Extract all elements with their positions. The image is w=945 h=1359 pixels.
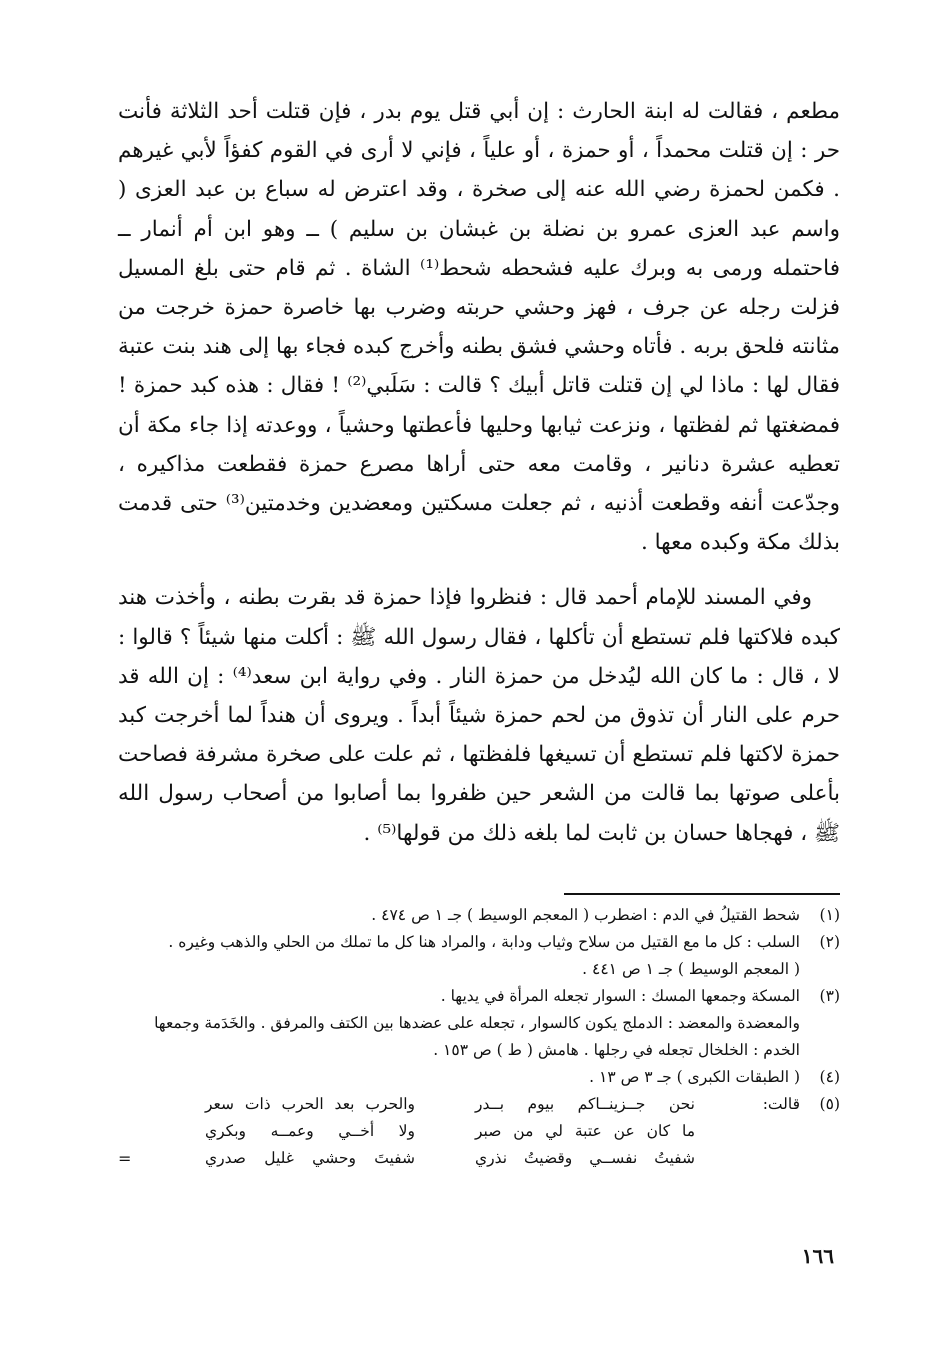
footnote-number: (١) [819, 906, 840, 924]
verse-line: شفيتَ وحشي غليل صدري [205, 1149, 415, 1167]
footnote-2 [118, 929, 840, 983]
main-text-block [118, 92, 840, 853]
poem-second-hemistichs [205, 1091, 415, 1172]
footnote-text: ( الطبقات الكبرى ) جـ ٣ ص ١٣ . [589, 1068, 800, 1086]
page-number: ١٦٦ [801, 1244, 834, 1268]
footnote-5 [118, 1091, 840, 1175]
footnote-text: السلب : كل ما مع القتيل من سلاح وثياب ودابة ، والمراد هنا كل ما تملك من الحلي والذهب وغيره . [168, 933, 800, 951]
footnote-4 [118, 1064, 840, 1091]
footnote-number: (٥) [819, 1095, 840, 1113]
footnote-1 [118, 902, 840, 929]
footnote-text: المسكة وجمعها المسك : السوار تجعله المرأة في يديها . [440, 987, 800, 1005]
footnote-number: (٢) [819, 933, 840, 951]
poem-first-hemistichs [475, 1091, 695, 1172]
verse-line: ما كان عن عتبة لي من صبر [475, 1122, 695, 1140]
footnote-text: والمعضدة والمعضد : الدملج يكون كالسوار ، تجعله على عضدها بين الكتف والمرفق . والخَدَمة وجمعها [154, 1014, 800, 1032]
footnote-text: الخدم : الخلخال تجعله في رجلها . هامش ( ط ) ص ١٥٣ . [433, 1041, 800, 1059]
poem-intro: قالت: [762, 1095, 800, 1113]
footnote-text: ( المعجم الوسيط ) جـ ١ ص ٤٤١ . [582, 960, 800, 978]
body-paragraph-2: وفي المسند للإمام أحمد قال : فنظروا فإذا حمزة قد بقرت بطنه ، وأخذت هند كبده فلاكتها فلم تستطع أن تأكلها ، فقال رسول الله ﷺ : أكلت منها شيئاً ؟ قالوا : لا ، قال : ما كان الله ليُدخل من حمزة النار . وفي رواية ابن سعد⁽⁴⁾ : إن الله قد حرم على النار أن تذوق من لحم حمزة شيئاً أبداً . ويروى أن هنداً لما أخرجت كبد حمزة لاكتها فلم تستطع أن تسيغها فلفظتها ، ثم علت على صخرة مشرفة فصاحت بأعلى صوتها بما قالت من الشعر حين ظفروا بما أصابوا من أصحاب رسول الله ﷺ ، فهجاها حسان بن ثابت لما بلغه ذلك من قولها⁽⁵⁾ . [118, 585, 840, 846]
footnote-text: شحط القتيلُ في الدم : اضطرب ( المعجم الوسيط ) جـ ١ ص ٤٧٤ . [371, 906, 800, 924]
verse-line: نحن جــزينــاكم بيوم بــدر [475, 1095, 695, 1113]
verse-line: ولا أخــي وعمــه وبكري [205, 1122, 415, 1140]
verse-line: شفيتُ نفســي وقضيتُ نذري [475, 1149, 695, 1167]
verse-line: والحرب بعد الحرب ذات سعر [205, 1095, 415, 1113]
footnote-number: (٤) [819, 1068, 840, 1086]
footnote-separator [564, 893, 840, 895]
footnotes-section [118, 902, 840, 1175]
footnote-3 [118, 983, 840, 1064]
body-paragraph-1: مطعم ، فقالت له ابنة الحارث : إن أبي قتل يوم بدر ، فإن قتلت أحد الثلاثة فأنت حر : إن قتلت محمداً ، أو حمزة ، أو علياً ، فإني لا أرى في القوم كفؤاً لأبي غيرهم . فكمن لحمزة رضي الله عنه إلى صخرة ، وقد اعترض له سباع بن عبد العزى ( واسم عبد العزى عمرو بن نضلة بن غبشان بن سليم ) ــ وهو ابن أم أنمار ــ فاحتمله ورمى به وبرك عليه فشحطه شحط⁽¹⁾ الشاة . ثم قام حتى بلغ المسيل فزلت رجله عن جرف ، فهز وحشي حربته وضرب بها خاصرة حمزة خرجت من مثانته فلحق بربه . فأتاه وحشي فشق بطنه وأخرج كبده فجاء بها إلى هند بنت عتبة فقال لها : ماذا لي إن قتلت قاتل أبيك ؟ قالت : سَلَبي⁽²⁾ ! فقال : هذه كبد حمزة ! فمضغتها ثم لفظتها ، ونزعت ثيابها وحليها فأعطتها وحشياً ، ووعدته إذا جاء مكة أن تعطيه عشرة دنانير ، وقامت معه حتى أراها مصرع حمزة فقطعت مذاكيره ، وجدّعت أنفه وقطعت أذنيه ، ثم جعلت مسكتين ومعضدين وخدمتين⁽³⁾ حتى قدمت بذلك مكة وكبده معها . [118, 99, 841, 556]
continuation-mark: = [118, 1149, 132, 1168]
footnote-number: (٣) [819, 987, 840, 1005]
